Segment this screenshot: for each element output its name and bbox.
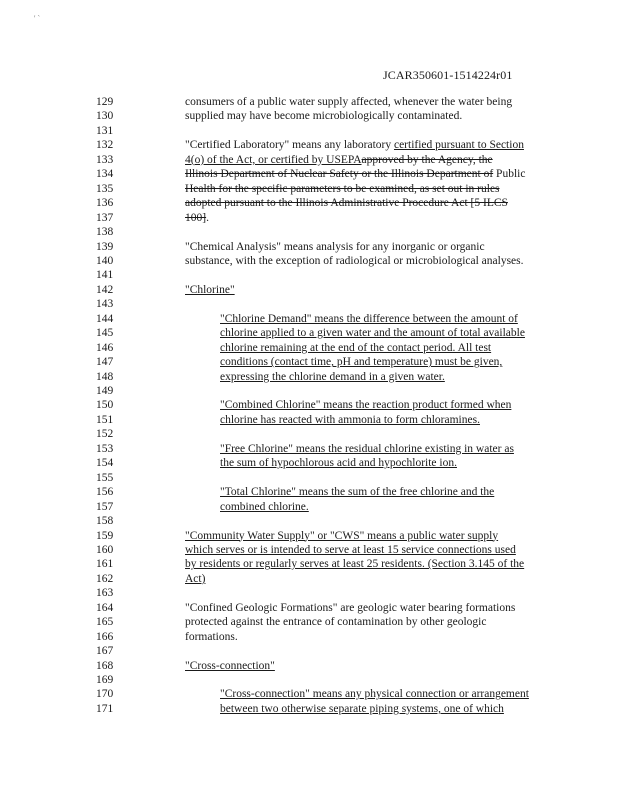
line-148 <box>0 370 618 384</box>
line-number: 168 <box>96 659 114 672</box>
line-135 <box>0 182 618 196</box>
inserted-text: "Cross-connection" means any physical connection or arrangement <box>220 688 529 701</box>
line-text <box>220 326 525 340</box>
line-number: 161 <box>96 558 114 571</box>
inserted-text: the sum of hypochlorous acid and hypochlorite ion. <box>220 457 457 470</box>
line-text <box>220 456 457 470</box>
inserted-text: "Cross-connection" <box>185 659 275 672</box>
inserted-text: "Chlorine Demand" means the difference between the amount of <box>220 312 518 325</box>
line-number: 150 <box>96 399 114 412</box>
line-134 <box>0 167 618 181</box>
line-text <box>185 153 493 167</box>
line-text <box>220 370 445 384</box>
line-number: 143 <box>96 298 114 311</box>
line-152 <box>0 427 618 441</box>
line-number: 140 <box>96 254 114 267</box>
line-151 <box>0 413 618 427</box>
line-text <box>185 95 512 109</box>
line-number: 166 <box>96 630 114 643</box>
line-131 <box>0 124 618 138</box>
line-number: 169 <box>96 674 114 686</box>
line-number: 159 <box>96 529 114 542</box>
line-text <box>220 442 514 456</box>
line-text <box>185 109 462 123</box>
line-145 <box>0 326 618 340</box>
line-143 <box>0 297 618 311</box>
inserted-text: "Community Water Supply" or "CWS" means a public water supply <box>185 529 499 542</box>
line-165 <box>0 615 618 629</box>
line-text <box>185 283 235 297</box>
inserted-text: Act) <box>185 572 206 585</box>
line-170 <box>0 687 618 701</box>
line-133 <box>0 153 618 167</box>
line-number: 129 <box>96 96 114 108</box>
text-segment: "Certified Laboratory" means any laboratory <box>185 139 394 152</box>
line-number: 139 <box>96 240 114 253</box>
inserted-text: conditions (contact time, pH and temperature) must be given, <box>220 356 503 369</box>
line-142 <box>0 283 618 297</box>
line-text <box>220 485 494 499</box>
line-number: 133 <box>96 153 114 166</box>
document-id-header: JCAR350601-1514224r01 <box>383 68 513 82</box>
line-number: 149 <box>96 385 114 397</box>
line-text <box>185 167 525 181</box>
struck-text: adopted pursuant to the Illinois Administrative Procedure Act [5 ILCS <box>185 197 508 210</box>
line-number: 132 <box>96 139 114 152</box>
line-number: 148 <box>96 370 114 383</box>
line-text <box>185 601 515 615</box>
line-139 <box>0 240 618 254</box>
line-159 <box>0 529 618 543</box>
inserted-text: certified pursuant to Section <box>393 139 524 152</box>
line-number: 144 <box>96 312 114 325</box>
line-text <box>185 615 486 629</box>
line-153 <box>0 442 618 456</box>
line-text <box>220 702 504 716</box>
line-136 <box>0 196 618 210</box>
struck-text: 100] <box>185 211 207 224</box>
line-number: 171 <box>96 702 114 715</box>
struck-text: Illinois Department of Nuclear Safety or the Illinois Department of <box>185 168 494 181</box>
struck-text: approved by the Agency, the <box>361 153 493 166</box>
line-161 <box>0 557 618 571</box>
line-number: 157 <box>96 500 114 513</box>
line-164 <box>0 601 618 615</box>
line-number: 136 <box>96 197 114 210</box>
scan-specks: ' ˋ <box>34 14 41 23</box>
text-segment: "Chemical Analysis" means analysis for any inorganic or organic <box>185 240 485 253</box>
line-number: 163 <box>96 587 114 600</box>
line-156 <box>0 485 618 499</box>
line-168 <box>0 659 618 673</box>
inserted-text: chlorine has reacted with ammonia to form chloramines. <box>220 413 480 426</box>
line-number: 164 <box>96 601 114 614</box>
line-number: 146 <box>96 341 114 354</box>
line-text <box>185 196 508 210</box>
line-number: 142 <box>96 283 114 296</box>
line-129 <box>0 95 618 109</box>
struck-text: Health for the specific parameters to be examined, as set out in rules <box>185 182 500 195</box>
line-text <box>185 543 516 557</box>
inserted-text: "Combined Chlorine" means the reaction product formed when <box>220 399 512 412</box>
line-text <box>185 572 205 586</box>
line-number: 135 <box>96 182 114 195</box>
line-text <box>220 398 511 412</box>
line-160 <box>0 543 618 557</box>
line-number: 154 <box>96 457 114 470</box>
line-number: 170 <box>96 688 114 701</box>
inserted-text: combined chlorine. <box>220 500 309 513</box>
text-segment: consumers of a public water supply affected, whenever the water being <box>185 96 513 108</box>
line-132 <box>0 138 618 152</box>
line-138 <box>0 225 618 239</box>
text-segment: Public <box>493 168 526 181</box>
line-number: 131 <box>96 124 114 137</box>
line-167 <box>0 644 618 658</box>
line-147 <box>0 355 618 369</box>
line-number: 155 <box>96 471 114 484</box>
line-158 <box>0 514 618 528</box>
line-number: 137 <box>96 211 114 224</box>
inserted-text: 4(o) of the Act, or certified by USEPA <box>185 153 362 166</box>
line-number: 138 <box>96 226 114 239</box>
text-segment: "Confined Geologic Formations" are geologic water bearing formations <box>185 601 516 614</box>
text-segment: protected against the entrance of contamination by other geologic <box>185 616 487 629</box>
inserted-text: chlorine remaining at the end of the contact period. All test <box>220 341 492 354</box>
line-number: 153 <box>96 442 114 455</box>
line-text <box>185 182 500 196</box>
inserted-text: which serves or is intended to serve at least 15 service connections used <box>185 543 516 556</box>
line-text <box>220 312 518 326</box>
line-149 <box>0 384 618 398</box>
line-number: 156 <box>96 486 114 499</box>
line-text <box>220 500 309 514</box>
line-text <box>220 413 480 427</box>
line-number: 141 <box>96 269 114 282</box>
line-number: 167 <box>96 645 114 658</box>
line-number: 145 <box>96 327 114 340</box>
line-text <box>185 529 498 543</box>
line-137 <box>0 211 618 225</box>
line-text <box>220 355 502 369</box>
line-text <box>185 659 275 673</box>
line-155 <box>0 471 618 485</box>
inserted-text: "Free Chlorine" means the residual chlorine existing in water as <box>220 442 514 455</box>
line-146 <box>0 341 618 355</box>
text-segment: substance, with the exception of radiological or microbiological analyses. <box>185 254 524 267</box>
inserted-text: between two otherwise separate piping systems, one of which <box>220 702 504 715</box>
line-number: 147 <box>96 356 114 369</box>
line-number: 160 <box>96 543 114 556</box>
line-number: 130 <box>96 110 114 123</box>
inserted-text: chlorine applied to a given water and the amount of total available <box>220 327 525 340</box>
text-segment: supplied may have become microbiologically contaminated. <box>185 110 463 123</box>
text-segment: formations. <box>185 630 238 643</box>
line-text <box>185 630 238 644</box>
line-text <box>185 254 524 268</box>
line-text <box>220 341 491 355</box>
line-162 <box>0 572 618 586</box>
line-130 <box>0 109 618 123</box>
line-140 <box>0 254 618 268</box>
inserted-text: "Chlorine" <box>185 283 235 296</box>
inserted-text: expressing the chlorine demand in a given water. <box>220 370 445 383</box>
line-number: 134 <box>96 168 114 181</box>
inserted-text: "Total Chlorine" means the sum of the free chlorine and the <box>220 486 495 499</box>
line-number: 151 <box>96 413 114 426</box>
line-number: 162 <box>96 572 114 585</box>
line-text <box>220 687 529 701</box>
line-141 <box>0 268 618 282</box>
line-166 <box>0 630 618 644</box>
line-154 <box>0 456 618 470</box>
line-text <box>185 138 524 152</box>
line-171 <box>0 702 618 716</box>
line-150 <box>0 398 618 412</box>
line-number: 165 <box>96 616 114 629</box>
line-144 <box>0 312 618 326</box>
line-163 <box>0 586 618 600</box>
line-169 <box>0 673 618 687</box>
line-text <box>185 211 209 225</box>
line-text <box>185 557 524 571</box>
text-segment: . <box>206 211 209 224</box>
line-text <box>185 240 485 254</box>
line-number: 158 <box>96 515 114 528</box>
line-157 <box>0 500 618 514</box>
line-number: 152 <box>96 428 114 441</box>
inserted-text: by residents or regularly serves at least 25 residents. (Section 3.145 of the <box>185 558 525 571</box>
